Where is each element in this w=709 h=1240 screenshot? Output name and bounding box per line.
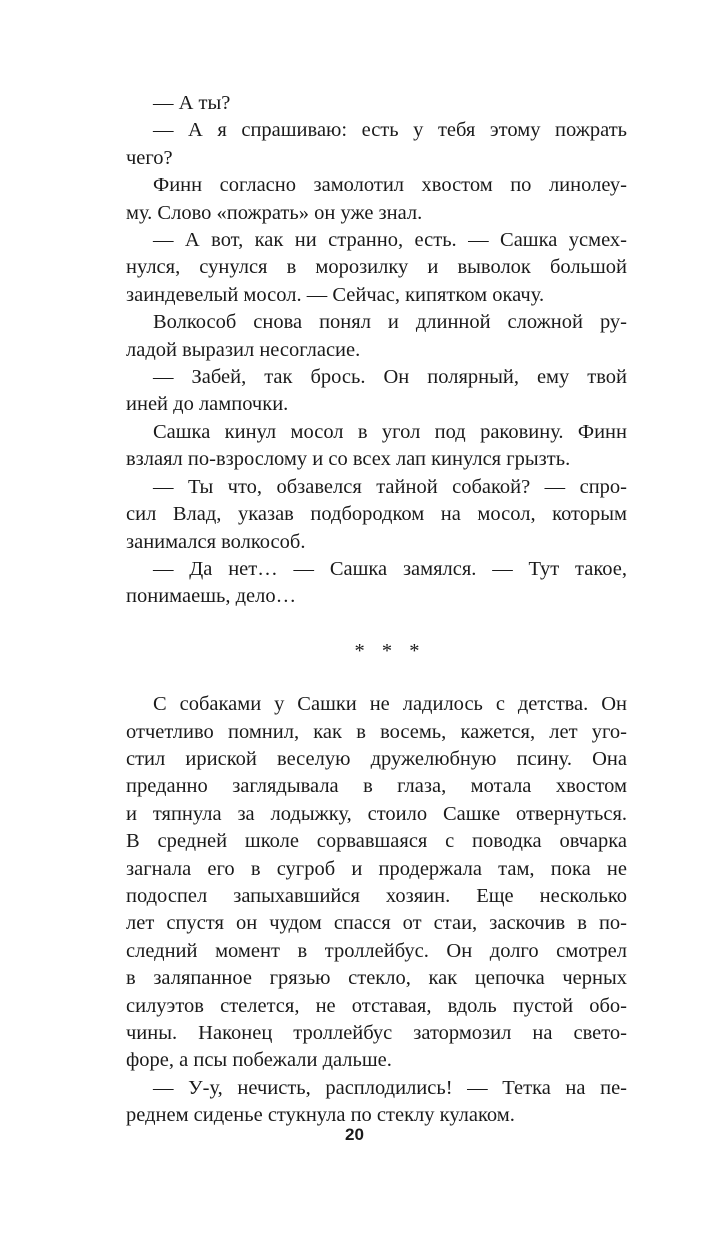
paragraph — [126, 419, 627, 474]
text-line: В средней школе сорвавшаяся с поводка овчарка — [126, 830, 627, 853]
text-line: сил Влад, указав подбородком на мосол, которым — [126, 503, 627, 526]
paragraph — [126, 364, 627, 419]
text-line: С собаками у Сашки не ладилось с детства. Он — [153, 693, 627, 716]
text-line: лет спустя он чудом спасся от стаи, заскочив в по- — [126, 912, 627, 935]
text-line: и тяпнула за лодыжку, стоило Сашке отвернуться. — [126, 802, 627, 825]
text-line: чины. Наконец троллейбус затормозил на свето- — [126, 1022, 627, 1044]
paragraph — [126, 691, 627, 1075]
text-line: преданно заглядывала в глаза, мотала хвостом — [126, 775, 627, 798]
section-separator: * * * — [354, 639, 426, 662]
text-line: загнала его в сугроб и продержала там, пока не — [126, 857, 627, 880]
text-line: — У-у, нечисть, расплодились! — Тетка на пе- — [153, 1076, 627, 1099]
text-line: Сашка кинул мосол в угол под раковину. Финн — [153, 420, 627, 443]
text-line: — Ты что, обзавелся тайной собакой? — спро- — [153, 475, 627, 498]
text-line: — А я спрашиваю: есть у тебя этому пожрать — [153, 119, 627, 142]
text-line: следний момент в троллейбус. Он долго смотрел — [126, 939, 627, 962]
paragraph — [153, 90, 627, 117]
text-line: иней до лампочки. — [126, 393, 289, 416]
text-line: — А вот, как ни странно, есть. — Сашка усмех- — [153, 229, 627, 252]
text-line: заиндевелый мосол. — Сейчас, кипятком окачу. — [126, 283, 545, 306]
text-line: му. Слово «пожрать» он уже знал. — [126, 201, 423, 224]
page-text — [126, 90, 627, 1130]
text-line: ладой выразил несогласие. — [126, 338, 361, 361]
text-line: форе, а псы побежали дальше. — [126, 1049, 392, 1072]
paragraph — [126, 227, 627, 309]
text-block-top — [126, 90, 627, 611]
paragraph — [126, 474, 627, 556]
paragraph — [126, 309, 627, 364]
text-block-bottom — [126, 691, 627, 1130]
text-line: реднем сиденье стукнула по стеклу кулаком. — [126, 1104, 515, 1127]
text-line: взлаял по-взрослому и со всех лап кинулся грызть. — [126, 448, 571, 471]
paragraph — [126, 556, 627, 611]
text-line: подоспел запыхавшийся хозяин. Еще несколько — [126, 884, 627, 907]
text-line: Волкособ снова понял и длинной сложной ру- — [153, 311, 627, 334]
paragraph — [126, 117, 627, 172]
text-line: нулся, сунулся в морозилку и выволок большой — [126, 256, 627, 279]
text-line: Финн согласно замолотил хвостом по линолеу- — [153, 174, 627, 197]
text-line: — Забей, так брось. Он полярный, ему твой — [153, 366, 627, 389]
text-line: — Да нет… — Сашка замялся. — Тут такое, — [153, 557, 627, 580]
page-number: 20 — [345, 1125, 364, 1144]
paragraph — [126, 172, 627, 227]
text-line: отчетливо помнил, как в восемь, кажется, лет уго- — [126, 720, 627, 743]
text-line: понимаешь, дело… — [126, 585, 297, 608]
text-line: стил ириской веселую дружелюбную псину. Она — [126, 747, 627, 770]
text-line: — А ты? — [153, 92, 231, 114]
text-line: силуэтов стелется, не отставая, вдоль пустой обо- — [126, 994, 627, 1017]
paragraph — [126, 1075, 627, 1130]
text-line: в заляпанное грязью стекло, как цепочка черных — [126, 967, 627, 990]
text-line: чего? — [126, 146, 173, 169]
text-line: занимался волкособ. — [126, 530, 306, 553]
